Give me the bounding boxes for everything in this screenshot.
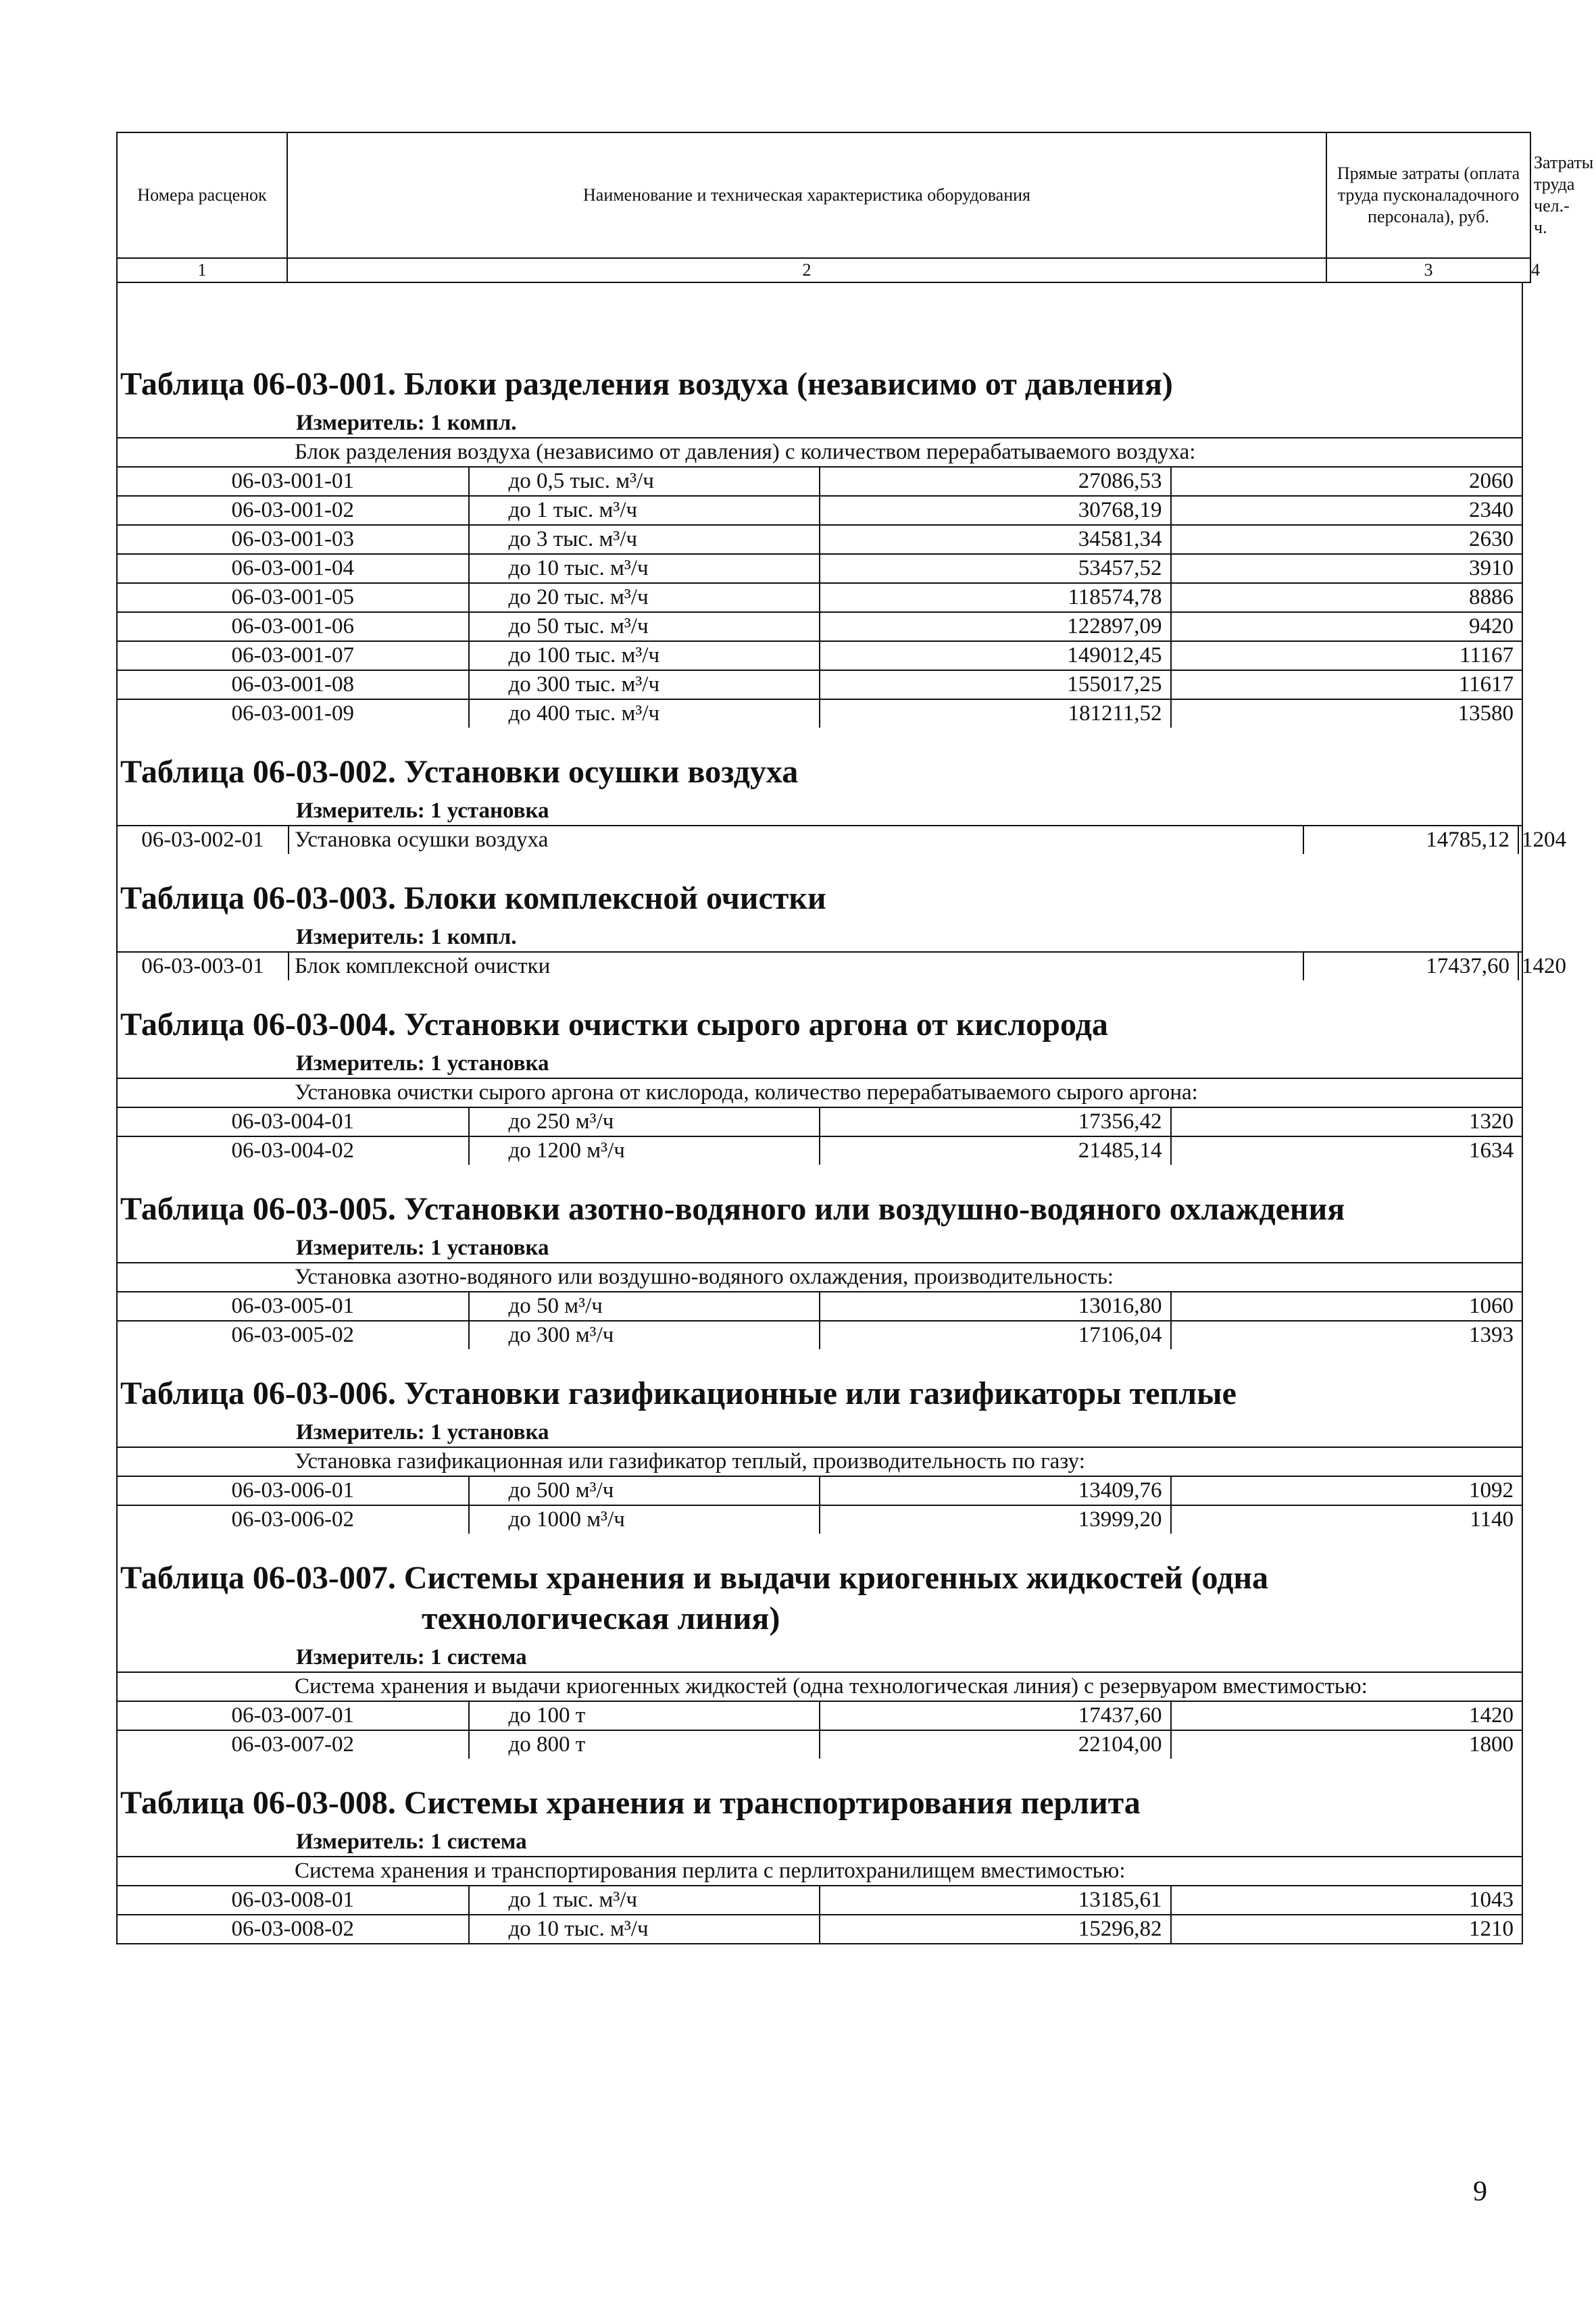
rate-name: до 10 тыс. м³/ч — [469, 554, 820, 583]
rate-code: 06-03-001-01 — [118, 467, 469, 496]
section-spacer — [118, 980, 1522, 1005]
rate-code: 06-03-007-01 — [118, 1701, 469, 1730]
section-title — [118, 364, 1522, 405]
rate-code: 06-03-003-01 — [118, 952, 289, 980]
table-row — [118, 467, 1522, 496]
section-title-text: Таблица 06-03-005. Установки азотно-водяного или воздушно-водяного охлаждения — [120, 1191, 1345, 1227]
rate-code: 06-03-001-02 — [118, 496, 469, 525]
rate-cost: 13409,76 — [820, 1476, 1171, 1505]
section-meter: Измеритель: 1 компл. — [296, 925, 517, 949]
rate-name: Блок комплексной очистки — [289, 952, 1303, 980]
table-row — [118, 1730, 1522, 1759]
description-row — [118, 1447, 1522, 1476]
rate-code: 06-03-001-05 — [118, 583, 469, 612]
section-rows — [118, 437, 1522, 728]
section-rows — [118, 1671, 1522, 1759]
table-row — [118, 1292, 1522, 1321]
rate-cost: 30768,19 — [820, 496, 1171, 525]
description-row — [118, 1078, 1522, 1107]
table-row — [118, 583, 1522, 612]
rate-cost: 13185,61 — [820, 1886, 1171, 1915]
section-title-continuation: технологическая линия) — [422, 1601, 780, 1636]
section-table-5 — [118, 1165, 1522, 1349]
section-meter: Измеритель: 1 установка — [296, 1236, 549, 1260]
rate-name: до 1200 м³/ч — [469, 1136, 820, 1165]
table-row — [118, 525, 1522, 554]
rate-code: 06-03-004-02 — [118, 1136, 469, 1165]
rate-name: до 100 т — [469, 1701, 820, 1730]
header-col-codes: Номера расценок — [117, 132, 287, 258]
rate-code: 06-03-008-02 — [118, 1915, 469, 1943]
rate-code: 06-03-001-09 — [118, 699, 469, 728]
table-row — [118, 1505, 1522, 1534]
section-title-text: Таблица 06-03-001. Блоки разделения воздуха (независимо от давления) — [120, 366, 1173, 402]
section-spacer — [118, 1165, 1522, 1189]
rate-code: 06-03-002-01 — [118, 826, 289, 854]
rate-cost: 22104,00 — [820, 1730, 1171, 1759]
rate-labor: 2060 — [1171, 467, 1522, 496]
section-title — [118, 1558, 1522, 1639]
section-title-text: Таблица 06-03-008. Системы хранения и транспортирования перлита — [120, 1785, 1141, 1821]
rate-code: 06-03-005-01 — [118, 1292, 469, 1321]
rate-labor: 8886 — [1171, 583, 1522, 612]
description-row — [118, 438, 1522, 467]
section-title-text: Таблица 06-03-004. Установки очистки сырого аргона от кислорода — [120, 1007, 1108, 1042]
rate-name: до 10 тыс. м³/ч — [469, 1915, 820, 1943]
table-row — [118, 554, 1522, 583]
description-text: Система хранения и выдачи криогенных жидкостей (одна технологическая линия) с резервуаром вместимостью: — [118, 1672, 1522, 1701]
section-title-text: Таблица 06-03-006. Установки газификационные или газификаторы теплые — [120, 1376, 1237, 1411]
rate-labor: 1634 — [1171, 1136, 1522, 1165]
rate-code: 06-03-001-04 — [118, 554, 469, 583]
section-title — [118, 1374, 1522, 1414]
table-header: Номера расценок Наименование и техническая характеристика оборудования Прямые затраты (оплата труда пусконаладочного персонала), руб. Затраты труда чел.-ч. 1 2 3 4 — [116, 132, 1531, 283]
description-row — [118, 1857, 1522, 1886]
section-title — [118, 1783, 1522, 1823]
section-spacer — [118, 1349, 1522, 1374]
table-row — [118, 641, 1522, 670]
rate-name: до 400 тыс. м³/ч — [469, 699, 820, 728]
rate-labor: 1393 — [1171, 1321, 1522, 1349]
rate-labor: 3910 — [1171, 554, 1522, 583]
description-text: Установка газификационная или газификатор теплый, производительность по газу: — [118, 1447, 1522, 1476]
rate-cost: 118574,78 — [820, 583, 1171, 612]
description-text: Система хранения и транспортирования перлита с перлитохранилищем вместимостью: — [118, 1857, 1522, 1886]
rate-name: до 0,5 тыс. м³/ч — [469, 467, 820, 496]
rate-cost: 15296,82 — [820, 1915, 1171, 1943]
section-spacer — [118, 1534, 1522, 1558]
section-meter: Измеритель: 1 установка — [296, 1051, 549, 1076]
table-row — [118, 1915, 1522, 1943]
rate-code: 06-03-006-02 — [118, 1505, 469, 1534]
rate-code: 06-03-008-01 — [118, 1886, 469, 1915]
rate-name: до 1000 м³/ч — [469, 1505, 820, 1534]
rate-labor: 1092 — [1171, 1476, 1522, 1505]
section-meter: Измеритель: 1 система — [296, 1645, 527, 1669]
description-row — [118, 1672, 1522, 1701]
rate-labor: 1210 — [1171, 1915, 1522, 1943]
page-number: 9 — [1473, 2176, 1487, 2207]
section-rows — [118, 951, 1566, 980]
rate-cost: 53457,52 — [820, 554, 1171, 583]
section-rows — [118, 1856, 1522, 1943]
rate-name: Установка осушки воздуха — [289, 826, 1303, 854]
rate-cost: 17356,42 — [820, 1107, 1171, 1136]
section-spacer — [118, 1759, 1522, 1783]
table-row — [118, 1136, 1522, 1165]
rate-name: до 300 м³/ч — [469, 1321, 820, 1349]
rate-labor: 13580 — [1171, 699, 1522, 728]
section-table-3 — [118, 854, 1566, 980]
rate-cost: 155017,25 — [820, 670, 1171, 699]
rate-cost: 13016,80 — [820, 1292, 1171, 1321]
rate-name: до 1 тыс. м³/ч — [469, 496, 820, 525]
rate-labor: 9420 — [1171, 612, 1522, 641]
description-text: Блок разделения воздуха (независимо от давления) с количеством перерабатываемого воздуха: — [118, 438, 1522, 467]
section-title — [118, 1189, 1522, 1230]
table-row — [118, 1476, 1522, 1505]
description-row — [118, 1263, 1522, 1292]
rate-cost: 14785,12 — [1303, 826, 1518, 854]
rate-name: до 800 т — [469, 1730, 820, 1759]
section-title-text: Таблица 06-03-003. Блоки комплексной очистки — [120, 880, 826, 916]
rate-labor: 1204 — [1518, 826, 1522, 854]
table-row — [118, 826, 1522, 854]
table-row — [118, 1321, 1522, 1349]
rate-cost: 21485,14 — [820, 1136, 1171, 1165]
section-title — [118, 752, 1522, 793]
header-num-2: 2 — [287, 258, 1326, 282]
rate-cost: 149012,45 — [820, 641, 1171, 670]
rate-cost: 13999,20 — [820, 1505, 1171, 1534]
section-rows — [118, 1078, 1522, 1165]
rate-labor: 1060 — [1171, 1292, 1522, 1321]
rate-cost: 17437,60 — [820, 1701, 1171, 1730]
table-row — [118, 1701, 1522, 1730]
rate-labor: 2630 — [1171, 525, 1522, 554]
section-meter: Измеритель: 1 установка — [296, 1420, 549, 1444]
section-meter: Измеритель: 1 установка — [296, 799, 549, 823]
header-col-cost: Прямые затраты (оплата труда пусконаладочного персонала), руб. — [1326, 132, 1530, 258]
section-title — [118, 878, 1522, 919]
rate-name: до 250 м³/ч — [469, 1107, 820, 1136]
tables-body — [116, 283, 1566, 1944]
section-table-2 — [118, 728, 1566, 854]
rate-labor: 1420 — [1518, 952, 1522, 980]
section-meter: Измеритель: 1 компл. — [296, 411, 517, 435]
section-table-8 — [118, 1759, 1522, 1943]
rate-labor: 1140 — [1171, 1505, 1522, 1534]
section-rows — [118, 1262, 1522, 1349]
rate-cost: 17106,04 — [820, 1321, 1171, 1349]
rate-labor: 11167 — [1171, 641, 1522, 670]
rate-labor: 11617 — [1171, 670, 1522, 699]
rate-name: до 20 тыс. м³/ч — [469, 583, 820, 612]
rate-code: 06-03-001-06 — [118, 612, 469, 641]
rate-cost: 122897,09 — [820, 612, 1171, 641]
rate-name: до 3 тыс. м³/ч — [469, 525, 820, 554]
rate-name: до 100 тыс. м³/ч — [469, 641, 820, 670]
rate-code: 06-03-001-08 — [118, 670, 469, 699]
header-num-3: 3 — [1326, 258, 1530, 282]
table-row — [118, 1107, 1522, 1136]
table-row — [118, 496, 1522, 525]
section-table-1 — [118, 283, 1522, 728]
rate-code: 06-03-004-01 — [118, 1107, 469, 1136]
section-spacer — [118, 283, 1522, 364]
section-rows — [118, 825, 1566, 854]
rate-cost: 34581,34 — [820, 525, 1171, 554]
table-row — [118, 699, 1522, 728]
section-spacer — [118, 854, 1522, 878]
description-text: Установка очистки сырого аргона от кислорода, количество перерабатываемого сырого аргона: — [118, 1078, 1522, 1107]
description-text: Установка азотно-водяного или воздушно-водяного охлаждения, производительность: — [118, 1263, 1522, 1292]
rate-cost: 181211,52 — [820, 699, 1171, 728]
rate-labor: 2340 — [1171, 496, 1522, 525]
rate-code: 06-03-006-01 — [118, 1476, 469, 1505]
rate-labor: 1420 — [1171, 1701, 1522, 1730]
rate-code: 06-03-005-02 — [118, 1321, 469, 1349]
table-row — [118, 952, 1522, 980]
rate-code: 06-03-007-02 — [118, 1730, 469, 1759]
rate-labor: 1043 — [1171, 1886, 1522, 1915]
section-table-4 — [118, 980, 1522, 1165]
section-title — [118, 1005, 1522, 1045]
rate-code: 06-03-001-03 — [118, 525, 469, 554]
section-title-text: Таблица 06-03-007. Системы хранения и выдачи криогенных жидкостей (одна — [120, 1560, 1269, 1596]
header-col-name: Наименование и техническая характеристика оборудования — [287, 132, 1326, 258]
rate-labor: 1320 — [1171, 1107, 1522, 1136]
rate-cost: 27086,53 — [820, 467, 1171, 496]
section-spacer — [118, 728, 1522, 752]
section-meter: Измеритель: 1 система — [296, 1830, 527, 1854]
rate-cost: 17437,60 — [1303, 952, 1518, 980]
section-rows — [118, 1447, 1522, 1534]
rate-name: до 50 тыс. м³/ч — [469, 612, 820, 641]
rate-name: до 50 м³/ч — [469, 1292, 820, 1321]
section-table-7 — [118, 1534, 1522, 1759]
rate-labor: 1800 — [1171, 1730, 1522, 1759]
rate-code: 06-03-001-07 — [118, 641, 469, 670]
rate-name: до 1 тыс. м³/ч — [469, 1886, 820, 1915]
table-row — [118, 612, 1522, 641]
header-num-1: 1 — [117, 258, 287, 282]
price-table-sheet — [116, 132, 1594, 1944]
table-row — [118, 670, 1522, 699]
rate-name: до 300 тыс. м³/ч — [469, 670, 820, 699]
rate-name: до 500 м³/ч — [469, 1476, 820, 1505]
table-row — [118, 1886, 1522, 1915]
section-table-6 — [118, 1349, 1522, 1534]
section-title-text: Таблица 06-03-002. Установки осушки воздуха — [120, 754, 799, 790]
